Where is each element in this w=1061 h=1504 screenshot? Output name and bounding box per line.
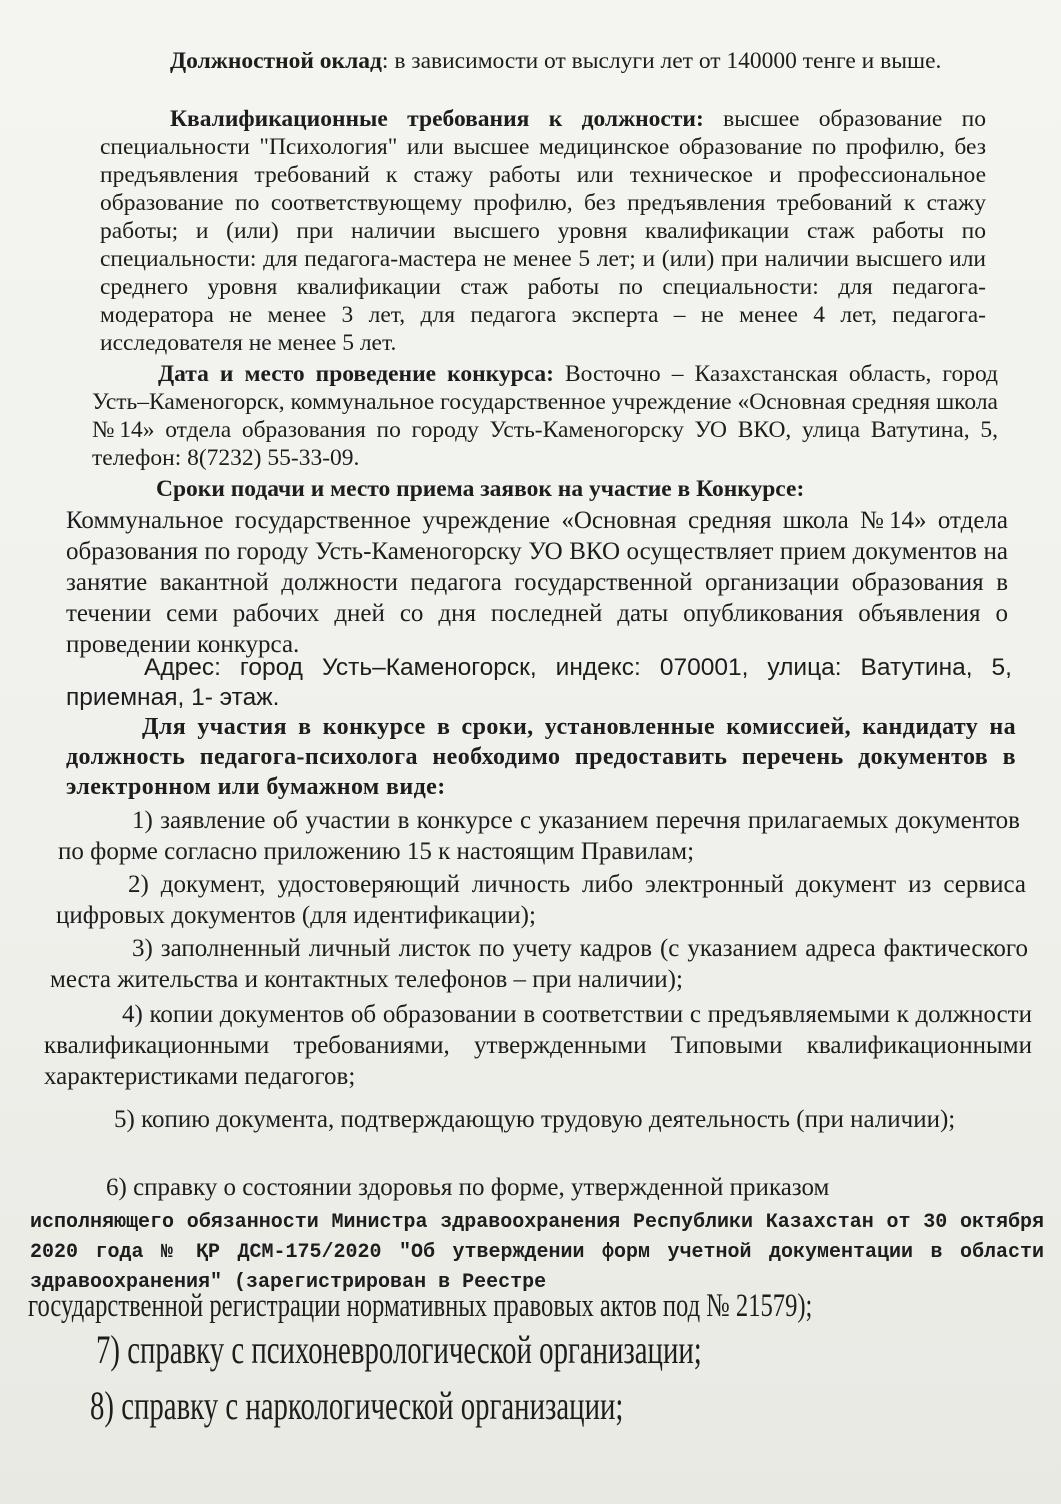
qualification-paragraph — [100, 105, 986, 357]
qualification-text: высшее образование по специальности "Психология" или высшее медицинское образование по профилю, без предъявления требований к стажу работы или техническое и профессиональное образование по соответствующему профилю, без предъявления требований к стажу работы; и (или) при наличии высшего уровня квалификации стаж работы по специальности: для педагога-мастера не менее 5 лет; и (или) при наличии высшего или среднего уровня квалификации стаж работы по специальности: для педагога-модератора не менее 3 лет, для педагога эксперта – не менее 4 лет, педагога-исследователя не менее 5 лет. — [100, 106, 986, 356]
item-2-text: 2) документ, удостоверяющий личность либо электронный документ из сервиса цифровых документов (для идентификации); — [56, 871, 1026, 929]
item-7-text: 7) справку с психоневрологической организации; — [96, 1327, 702, 1372]
list-item — [36, 1172, 1040, 1203]
item-6-end-block — [28, 1286, 812, 1326]
item-6-middle: исполняющего обязанности Министра здравоохранения Республики Казахстан от 30 октября 2020 года № ҚР ДСМ-175/2020 "Об утверждении форм учетной документации в области здравоохранения" (зарегистрирован в Реестре — [30, 1211, 1044, 1294]
salary-paragraph — [104, 47, 986, 75]
list-item — [56, 869, 1026, 931]
list-item — [44, 999, 1032, 1092]
item-7-block — [96, 1326, 702, 1374]
deadline-heading — [156, 475, 996, 503]
item-4-text: 4) копии документов об образовании в соответствии с предъявляемыми к должности квалификационными требованиями, утвержденными Типовыми квалификационными характеристиками педагогов; — [44, 1001, 1032, 1090]
qualification-label: Квалификационные требования к должности: — [170, 106, 704, 132]
deadline-label: Сроки подачи и место приема заявок на участие в Конкурсе: — [156, 476, 805, 502]
deadline-text: Коммунальное государственное учреждение «Основная средняя школа №14» отдела образования по городу Усть-Каменогорску УО ВКО осуществляет прием документов на занятие вакантной должности педагога государственной организации образования в течении семи рабочих дней со дня последней даты опубликования объявления о проведении конкурса. — [66, 507, 1008, 658]
item-6-start: 6) справку о состоянии здоровья по форме, утвержденной приказом — [106, 1174, 830, 1201]
item-1-text: 1) заявление об участии в конкурсе с указанием перечня прилагаемых документов по форме согласно приложению 15 к настоящим Правилам; — [58, 807, 1020, 865]
venue-paragraph — [92, 360, 998, 472]
item-8-block — [90, 1382, 623, 1430]
item-6-end: государственной регистрации нормативных правовых актов под № 21579); — [28, 1288, 813, 1324]
address-paragraph — [66, 653, 1012, 713]
item-3-text: 3) заполненный личный листок по учету кадров (с указанием адреса фактического места жительства и контактных телефонов – при наличии); — [50, 935, 1028, 993]
item-8-text: 8) справку с наркологической организации; — [90, 1383, 624, 1428]
venue-label: Дата и место проведение конкурса: — [158, 361, 554, 387]
address-text: Адрес: город Усть–Каменогорск, индекс: 070001, улица: Ватутина, 5, приемная, 1- этаж. — [66, 654, 1012, 711]
item-6-middle-block — [30, 1208, 1044, 1298]
list-item — [40, 1104, 1036, 1135]
documents-intro-text: Для участия в конкурсе в сроки, установленные комиссией, кандидату на должность педагога-психолога необходимо предоставить перечень документов в электронном или бумажном виде: — [66, 714, 1016, 800]
list-item — [50, 933, 1028, 995]
salary-label: Должностной оклад — [170, 48, 382, 74]
venue-text: Восточно – Казахстанская область, город Усть–Каменогорск, коммунальное государственное учреждение «Основная средняя школа №14» отдела образования по городу Усть-Каменогорску УО ВКО, улица Ватутина, 5, телефон: 8(7232) 55-33-09. — [92, 361, 998, 471]
list-item — [58, 805, 1020, 867]
item-5-text: 5) копию документа, подтверждающую трудовую деятельность (при наличии); — [114, 1106, 956, 1133]
documents-intro — [66, 712, 1016, 802]
salary-text: : в зависимости от выслуги лет от 140000 тенге и выше. — [381, 48, 942, 74]
deadline-paragraph — [66, 505, 1008, 660]
